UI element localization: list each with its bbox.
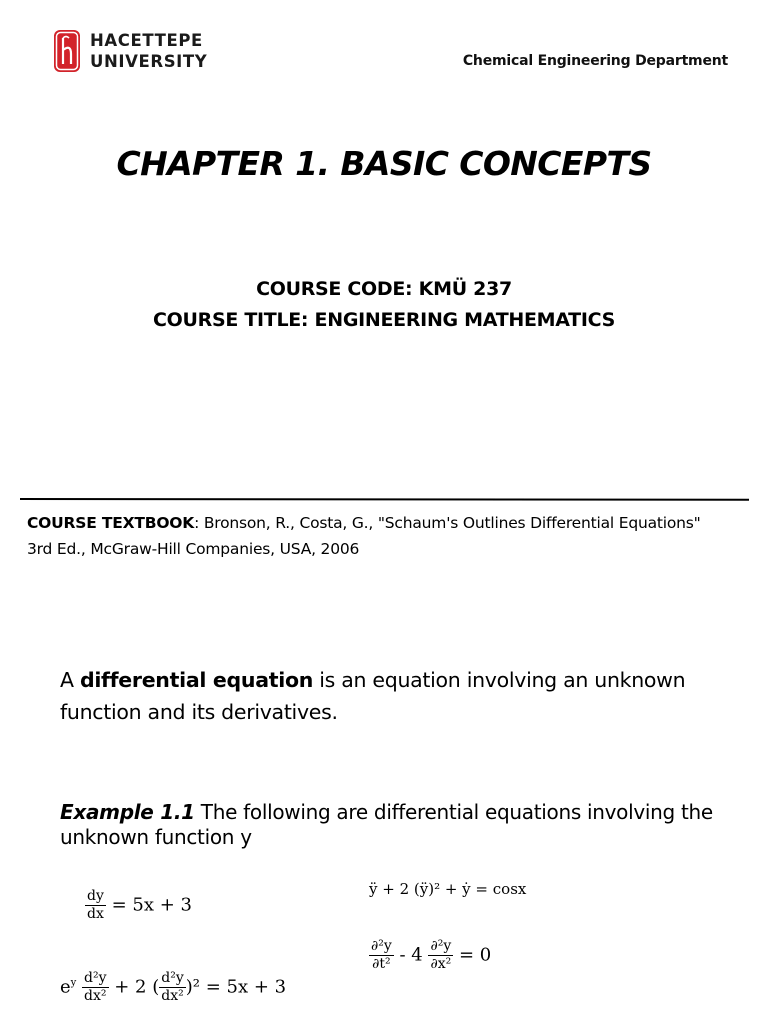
university-name — [90, 30, 207, 72]
textbook-label: COURSE TEXTBOOK — [27, 514, 195, 532]
fraction — [369, 938, 394, 973]
equation-2: ÿ + 2 (ÿ)² + ẏ = cosx — [369, 880, 527, 898]
logo-line-2: UNIVERSITY — [90, 52, 208, 71]
denominator: dx — [87, 906, 104, 922]
course-code: COURSE CODE: KMÜ 237 — [256, 278, 512, 300]
example-paragraph — [60, 800, 740, 850]
definition-rest: is an equation involving an unknown function and its derivatives. — [60, 668, 686, 724]
example-label: Example 1.1 — [60, 800, 195, 824]
numerator: dy — [87, 888, 104, 904]
divider — [20, 498, 749, 501]
equation-4 — [60, 970, 286, 1005]
equation-mid: - 4 — [393, 944, 423, 966]
fraction — [85, 888, 106, 923]
fraction — [82, 970, 108, 1005]
equation-lead: e — [60, 976, 71, 998]
equation-mid: + 2 ( — [108, 976, 160, 998]
equation-lead-sup: y — [70, 977, 77, 989]
hacettepe-logo-icon — [54, 30, 80, 72]
denominator: ∂x² — [430, 956, 452, 972]
textbook-text: : Bronson, R., Costa, G., "Schaum's Outlines Differential Equations" 3rd Ed., McGraw-Hill Companies, USA, 2006 — [27, 514, 701, 558]
course-title: COURSE TITLE: ENGINEERING MATHEMATICS — [153, 309, 615, 331]
denominator: dx² — [161, 988, 184, 1004]
fraction — [159, 970, 185, 1005]
equation-rhs: )² = 5x + 3 — [185, 976, 287, 998]
definition-prefix: A — [60, 668, 80, 692]
equation-rhs: = 5x + 3 — [111, 894, 192, 916]
numerator: ∂²y — [371, 938, 392, 954]
numerator: d²y — [161, 970, 184, 986]
example-text: The following are differential equations involving the unknown function y — [60, 800, 713, 849]
textbook-reference — [27, 510, 727, 562]
denominator: dx² — [84, 988, 107, 1004]
chapter-title: CHAPTER 1. BASIC CONCEPTS — [116, 144, 652, 183]
numerator: ∂²y — [430, 938, 452, 954]
denominator: ∂t² — [372, 956, 391, 972]
department-name: Chemical Engineering Department — [462, 53, 728, 69]
equation-1 — [85, 888, 192, 923]
numerator: d²y — [84, 970, 107, 986]
definition-paragraph — [60, 664, 720, 728]
equation-3 — [369, 938, 491, 973]
definition-term: differential equation — [79, 668, 314, 692]
fraction — [428, 938, 453, 973]
logo-line-1: HACETTEPE — [90, 31, 203, 50]
equation-rhs: = 0 — [453, 944, 492, 966]
